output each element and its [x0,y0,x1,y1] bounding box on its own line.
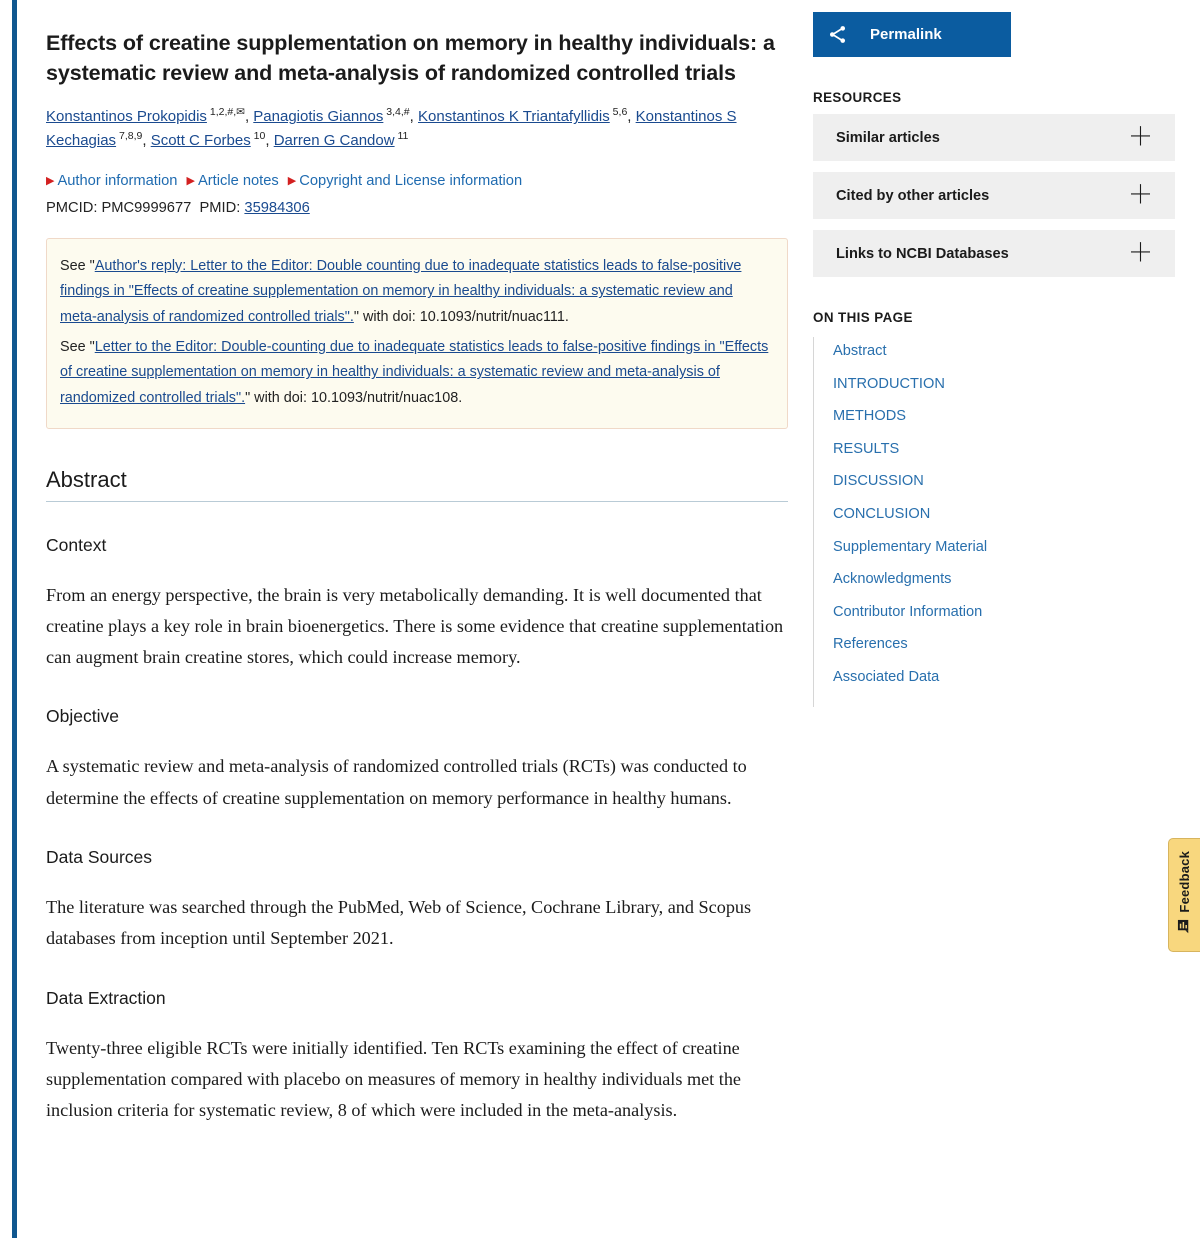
toc-link[interactable]: Supplementary Material [833,538,988,555]
notice-article-link[interactable]: Letter to the Editor: Double-counting due to inadequate statistics leads to false-positive findings in "Effects of creatine supplementation on memory in healthy individuals: a systematic review and meta-analysis of randomized controlled trials". [60,338,769,406]
toc-link[interactable]: INTRODUCTION [833,375,945,392]
notice-prefix: See " [60,338,95,355]
toc-link[interactable]: METHODS [833,408,906,425]
permalink-button[interactable] [813,12,1011,57]
author-list: Konstantinos Prokopidis $^{1,2,\#,✉}$, Panagiotis Giannos $^{3,4,\#}$, Konstantinos K Triantafyllidis $^{5,6}$, Konstantinos S Kechagias $^{7,8,9}$, Scott C Forbes $^{10}$, Darren G Candow $^{11}$ [46,106,737,149]
resource-accordion-item[interactable] [813,172,1175,219]
plus-icon[interactable]: ＋ [1127,123,1153,151]
author-affiliation-marker: 3,4,# [383,106,410,119]
author-link[interactable]: Scott C Forbes [150,132,251,149]
abstract-section-heading: Objective [46,706,119,727]
on-this-page-heading: ON THIS PAGE [813,310,913,325]
author-affiliation-marker: 11 [394,130,409,142]
resource-accordion-item[interactable] [813,230,1175,277]
meta-disclosure-link[interactable] [288,173,522,189]
plus-icon[interactable]: ＋ [1127,181,1153,209]
abstract-section-heading: Context [46,534,107,555]
meta-disclosure-link[interactable] [46,173,177,189]
author-link[interactable]: Konstantinos Prokopidis [46,108,207,126]
permalink-label: Permalink [870,26,942,43]
author-link[interactable]: Panagiotis Giannos [253,108,384,126]
resource-label: Links to NCBI Databases [836,245,1009,262]
article-identifiers [46,200,788,216]
resources-list [813,114,1175,277]
related-articles-notice [46,238,788,429]
right-sidebar [813,0,1175,707]
author-affiliation-marker: 1,2,#,✉ [206,106,245,119]
notice-suffix: " with doi: 10.1093/nutrit/nuac108. [245,389,463,406]
article-main-column [46,0,788,1145]
author-link[interactable]: Konstantinos K Triantafyllidis [418,108,610,126]
page-title: Effects of creatine supplementation on memory in healthy individuals: a systematic review and meta-analysis of randomized controlled trials [46,31,775,85]
toc-link[interactable]: RESULTS [833,440,900,457]
author-link[interactable]: Darren G Candow [273,132,395,149]
triangle-right-icon: ▶ [186,174,195,187]
notice-suffix: " with doi: 10.1093/nutrit/nuac111. [353,308,569,325]
pmcid-value: PMC9999677 [101,199,192,216]
abstract-section-text: From an energy perspective, the brain is very metabolically demanding. It is well documented that creatine plays a key role in brain bioenergetics. There is some evidence that creatine supplementation can augment brain creatine stores, which could increase memory. [46,584,784,668]
toc-link[interactable]: References [833,636,908,653]
abstract-section-heading: Data Sources [46,847,153,868]
toc-link[interactable]: Abstract [833,343,887,359]
abstract-heading: Abstract [46,467,788,502]
meta-link-label: Article notes [197,172,279,189]
share-icon [827,24,848,45]
author-affiliation-marker: 10 [250,130,266,142]
article-meta-links [46,173,788,189]
pmcid-label: PMCID: [46,199,98,216]
triangle-right-icon: ▶ [46,174,55,187]
abstract-sections [46,535,788,1127]
notice-prefix: See " [60,257,95,274]
resource-accordion-item[interactable] [813,114,1175,161]
resources-heading: RESOURCES [813,90,902,105]
abstract-section-text: Twenty-three eligible RCTs were initially identified. Ten RCTs examining the effect of creatine supplementation compared with placebo on measures of memory in healthy individuals met the inclusion criteria for systematic review, 8 of which were included in the meta-analysis. [46,1037,741,1121]
notice-article-link[interactable]: Author's reply: Letter to the Editor: Double counting due to inadequate statistics leads to false-positive findings in "Effects of creatine supplementation on memory in healthy individuals: a systematic review and meta-analysis of randomized controlled trials". [60,257,742,325]
notice-entry [60,254,770,331]
meta-link-label: Copyright and License information [299,172,523,189]
bar-chart-icon [1177,919,1192,939]
pmid-link[interactable]: 35984306 [244,199,310,216]
feedback-tab[interactable] [1168,838,1200,952]
left-accent-rail [12,0,17,1238]
pmid-label: PMID: [199,199,241,216]
author-affiliation-marker: 5,6 [609,106,628,119]
resource-label: Similar articles [836,129,940,146]
triangle-right-icon: ▶ [287,174,297,187]
resource-label: Cited by other articles [836,187,990,204]
meta-link-label: Author information [57,172,178,189]
notice-entry [60,335,770,412]
toc-link[interactable]: Associated Data [833,668,940,685]
author-affiliation-marker: 7,8,9 [116,130,143,142]
abstract-section-text: The literature was searched through the PubMed, Web of Science, Cochrane Library, and Scopus databases from inception until September 2021. [46,897,752,949]
toc-link[interactable]: Contributor Information [833,603,983,620]
abstract-section-text: A systematic review and meta-analysis of randomized controlled trials (RCTs) was conducted to determine the effects of creatine supplementation on memory performance in healthy humans. [46,756,747,808]
feedback-label: Feedback [1177,850,1192,913]
toc-link[interactable]: Acknowledgments [833,571,952,588]
plus-icon[interactable]: ＋ [1127,239,1153,267]
abstract-section-heading: Data Extraction [46,987,166,1008]
toc-link[interactable]: CONCLUSION [833,505,931,522]
table-of-contents [813,337,1175,707]
author-link[interactable]: Konstantinos S Kechagias [46,108,737,149]
meta-disclosure-link[interactable] [186,173,278,189]
toc-link[interactable]: DISCUSSION [833,473,924,490]
